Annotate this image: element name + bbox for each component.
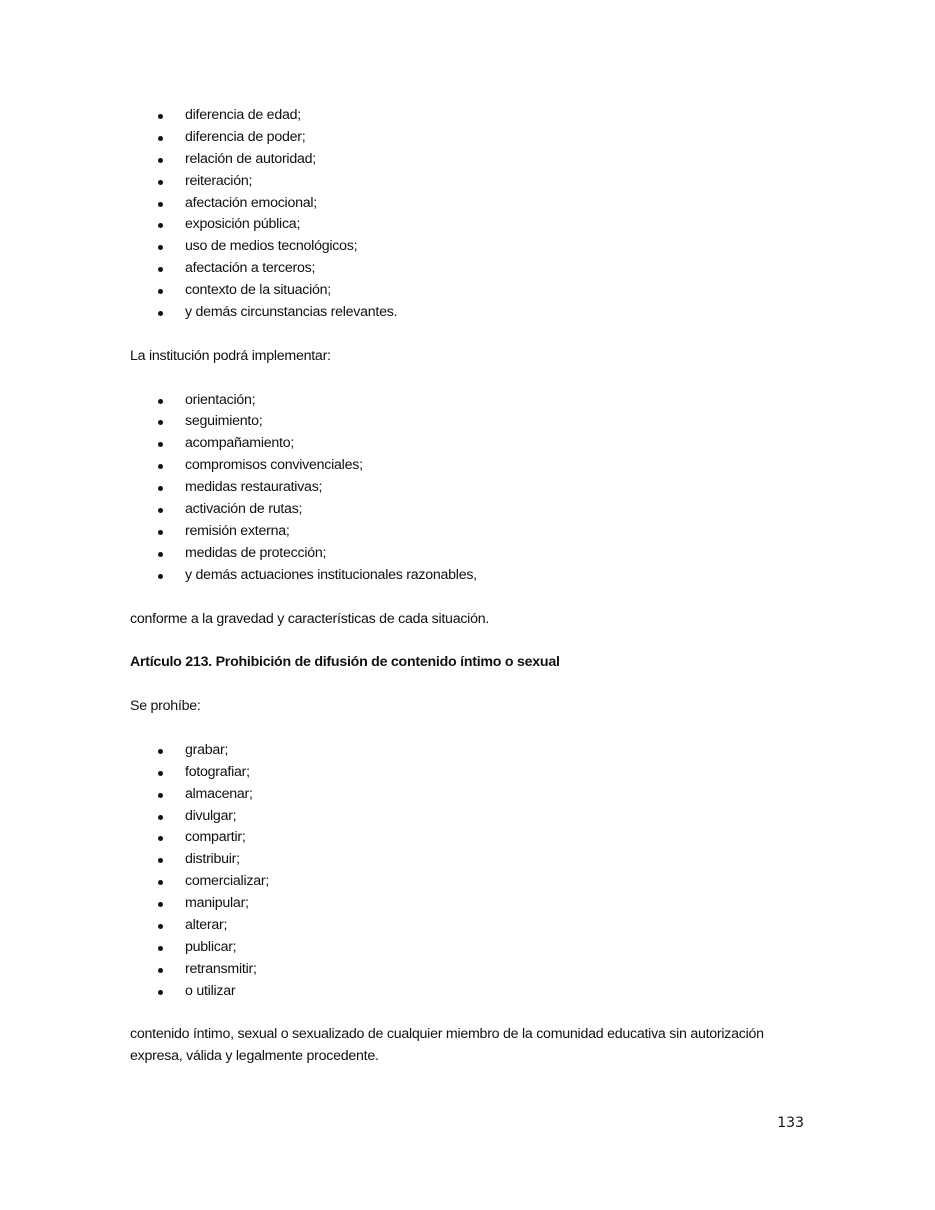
list-item: fotografiar; — [130, 762, 810, 784]
list-item: afectación emocional; — [130, 193, 810, 215]
list-item: acompañamiento; — [130, 433, 810, 455]
list-item: compartir; — [130, 827, 810, 849]
list-item: comercializar; — [130, 871, 810, 893]
criteria-list — [130, 105, 810, 324]
paragraph-conforme: conforme a la gravedad y características de cada situación. — [130, 610, 490, 627]
list-item: y demás actuaciones institucionales razonables, — [130, 565, 810, 587]
list-item: manipular; — [130, 893, 810, 915]
list-item: divulgar; — [130, 806, 810, 828]
list-item: alterar; — [130, 915, 810, 937]
list-item: orientación; — [130, 390, 810, 412]
prohibited-actions-list — [130, 740, 810, 1003]
list-item: medidas restaurativas; — [130, 477, 810, 499]
list-item: publicar; — [130, 937, 810, 959]
paragraph-se-prohibe: Se prohíbe: — [130, 698, 201, 715]
paragraph-final — [130, 1024, 810, 1068]
list-item: contexto de la situación; — [130, 280, 810, 302]
page-number: 133 — [777, 1115, 804, 1131]
list-item: exposición pública; — [130, 214, 810, 236]
list-item: activación de rutas; — [130, 499, 810, 521]
list-item: uso de medios tecnológicos; — [130, 236, 810, 258]
list-item: reiteración; — [130, 171, 810, 193]
list-item: y demás circunstancias relevantes. — [130, 302, 810, 324]
article-heading: Artículo 213. Prohibición de difusión de contenido íntimo o sexual — [130, 654, 560, 671]
list-item: diferencia de poder; — [130, 127, 810, 149]
paragraph-intro-measures: La institución podrá implementar: — [130, 347, 331, 364]
list-item: diferencia de edad; — [130, 105, 810, 127]
list-item: retransmitir; — [130, 959, 810, 981]
measures-list — [130, 390, 810, 587]
list-item: medidas de protección; — [130, 543, 810, 565]
list-item: afectación a terceros; — [130, 258, 810, 280]
list-item: distribuir; — [130, 849, 810, 871]
list-item: seguimiento; — [130, 411, 810, 433]
paragraph-final-line2: expresa, válida y legalmente procedente. — [130, 1048, 379, 1065]
list-item: relación de autoridad; — [130, 149, 810, 171]
paragraph-final-line1: contenido íntimo, sexual o sexualizado de cualquier miembro de la comunidad educativa sin autorización — [130, 1026, 764, 1043]
list-item: remisión externa; — [130, 521, 810, 543]
list-item: o utilizar — [130, 981, 810, 1003]
list-item: almacenar; — [130, 784, 810, 806]
list-item: compromisos convivenciales; — [130, 455, 810, 477]
page-content — [130, 105, 810, 1068]
list-item: grabar; — [130, 740, 810, 762]
